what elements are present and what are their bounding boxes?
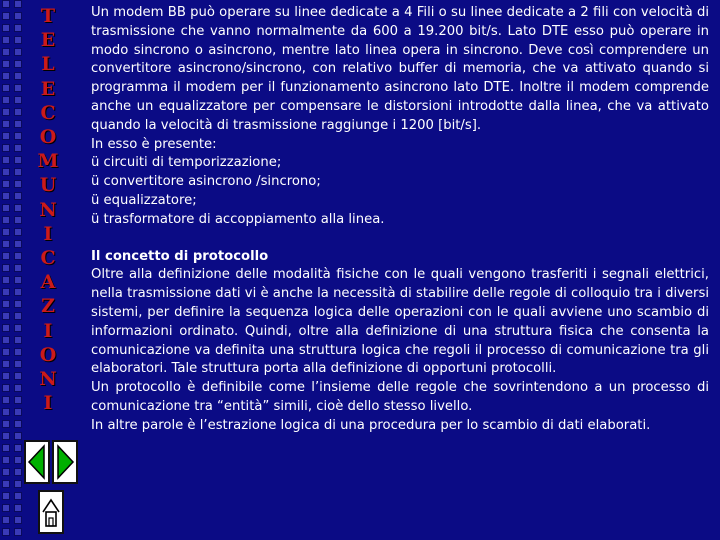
decorative-square xyxy=(2,48,10,56)
vertical-title-letter: O xyxy=(39,343,57,366)
decorative-square xyxy=(2,120,10,128)
decorative-square xyxy=(2,288,10,296)
decorative-square xyxy=(2,276,10,284)
decorative-square xyxy=(2,396,10,404)
triangle-right-icon xyxy=(54,442,76,482)
slide-content xyxy=(91,4,709,436)
decorative-square xyxy=(2,480,10,488)
vertical-title-letter: T xyxy=(40,5,56,27)
decorative-square xyxy=(2,180,10,188)
vertical-title-letter: I xyxy=(43,319,53,342)
vertical-title-letter: O xyxy=(39,126,57,149)
paragraph-protocol-intro: Oltre alla definizione delle modalità fisiche con le quali vengono trasferiti i segnali elettrici, nella trasmissione dati vi è anche la necessità di stabilire delle regole di colloquio tra i diversi sistemi, per definire la sequenza logica delle operazioni con le quali avviene uno scambio di informazioni ordinato. Quindi, oltre alla definizione di una struttura fisica che consenta la comunicazione va definita una struttura logica che regoli il processo di comunicazione tra gli elaboratori. Tale struttura porta alla definizione di opportuni protocolli. xyxy=(91,267,709,377)
decorative-square xyxy=(2,72,10,80)
decorative-square xyxy=(2,432,10,440)
decorative-square xyxy=(2,132,10,140)
decorative-square xyxy=(2,84,10,92)
decorative-square xyxy=(2,60,10,68)
decorative-square xyxy=(2,348,10,356)
vertical-title-letter: N xyxy=(39,198,57,221)
decorative-square xyxy=(2,156,10,164)
list-intro: In esso è presente: xyxy=(91,136,217,152)
decorative-square xyxy=(2,360,10,368)
decorative-square xyxy=(2,420,10,428)
decorative-square xyxy=(2,384,10,392)
vertical-title-letter: C xyxy=(40,247,56,270)
list-item: ü circuiti di temporizzazione; xyxy=(91,155,282,171)
back-button[interactable] xyxy=(24,440,50,484)
vertical-title-letter: Z xyxy=(41,295,55,318)
list-item: ü convertitore asincrono /sincrono; xyxy=(91,174,321,190)
vertical-title-letter: M xyxy=(37,150,59,173)
home-icon xyxy=(40,492,62,532)
forward-button[interactable] xyxy=(52,440,78,484)
paragraph-protocol-definition: Un protocollo è definibile come l’insieme delle regole che sovrintendono a un processo di comunicazione tra “entità” simili, cioè dello stesso livello. xyxy=(91,380,709,414)
decorative-square xyxy=(2,408,10,416)
vertical-title-letter: L xyxy=(41,53,55,76)
decorative-square xyxy=(2,336,10,344)
decorative-square xyxy=(2,228,10,236)
decorative-square xyxy=(2,444,10,452)
decorative-square xyxy=(2,108,10,116)
vertical-title-letter: U xyxy=(39,174,57,197)
decorative-square xyxy=(2,312,10,320)
decorative-square xyxy=(2,192,10,200)
paragraph-protocol-abstraction: In altre parole è l’estrazione logica di una procedura per lo scambio di dati elaborati. xyxy=(91,417,651,433)
decorative-square xyxy=(2,144,10,152)
decorative-square xyxy=(2,168,10,176)
decorative-square xyxy=(2,300,10,308)
decorative-square-column-left xyxy=(2,0,10,540)
vertical-title xyxy=(14,4,82,415)
decorative-square xyxy=(2,528,10,536)
decorative-square xyxy=(2,492,10,500)
decorative-square xyxy=(2,468,10,476)
decorative-square xyxy=(2,516,10,524)
decorative-square xyxy=(2,0,10,8)
decorative-square xyxy=(2,96,10,104)
decorative-square xyxy=(2,12,10,20)
list-item: ü equalizzatore; xyxy=(91,192,197,208)
decorative-square xyxy=(2,24,10,32)
vertical-title-letter: I xyxy=(43,392,53,415)
vertical-title-letter: I xyxy=(43,222,53,245)
decorative-square xyxy=(2,252,10,260)
list-item: ü trasformatore di accoppiamento alla linea. xyxy=(91,211,385,227)
paragraph-modem-bb: Un modem BB può operare su linee dedicate a 4 Fili o su linee dedicate a 2 fili con velocità di trasmissione che vanno normalmente da 600 a 19.200 bit/s. Lato DTE esso può operare in modo sincrono o asincrono, mentre lato linea opera in sincrono. Deve così comprendere un convertitore asincrono/sincrono, con relativo buffer di memoria, che va attivato quando si programma il modem per il funzionamento asincrono lato DTE. Inoltre il modem comprende anche un equalizzatore per compensare le distorsioni introdotte dalla linea, che va attivato quando la velocità di trasmissione raggiunge i 1200 [bit/s]. xyxy=(91,5,709,133)
decorative-square xyxy=(2,216,10,224)
vertical-title-letter: E xyxy=(40,77,56,100)
decorative-square xyxy=(2,504,10,512)
vertical-title-letter: E xyxy=(40,29,56,52)
home-button[interactable] xyxy=(38,490,64,534)
decorative-square xyxy=(2,204,10,212)
vertical-title-letter: C xyxy=(40,101,56,124)
vertical-title-letter: A xyxy=(40,271,56,294)
decorative-square xyxy=(2,264,10,272)
triangle-left-icon xyxy=(26,442,48,482)
vertical-title-letter: N xyxy=(39,368,57,391)
sidebar xyxy=(14,0,82,540)
decorative-square xyxy=(2,456,10,464)
decorative-square xyxy=(2,324,10,332)
decorative-square xyxy=(2,372,10,380)
decorative-square xyxy=(2,36,10,44)
section-heading: Il concetto di protocollo xyxy=(91,248,269,264)
decorative-square xyxy=(2,240,10,248)
